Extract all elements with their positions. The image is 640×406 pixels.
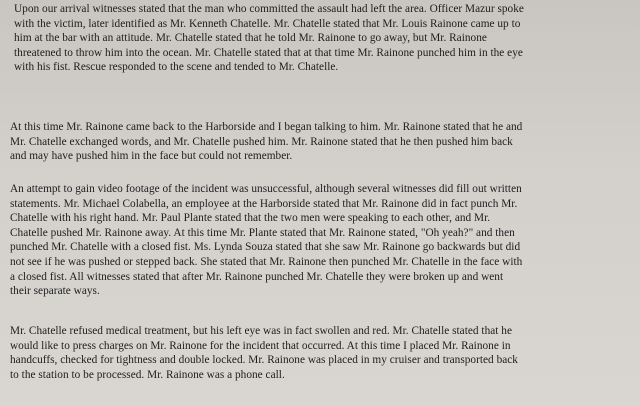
text-line: threatened to throw him into the ocean. Mr. Chatelle stated that at that time Mr. Rainone punched him in the eye xyxy=(14,46,523,59)
text-line: Upon our arrival witnesses stated that the man who committed the assault had left the area. Officer Mazur spoke xyxy=(14,3,524,15)
text-line: handcuffs, checked for tightness and double locked. Mr. Rainone was placed in my cruiser and transported back xyxy=(10,354,518,367)
text-line: Chatelle with his right hand. Mr. Paul Plante stated that the two men were speaking to each other, and Mr. xyxy=(10,212,491,225)
text-line: At this time Mr. Rainone came back to the Harborside and I began talking to him. Mr. Rainone stated that he and xyxy=(10,121,523,133)
paragraph-rainone-statement xyxy=(10,120,632,164)
text-line: Mr. Chatelle refused medical treatment, but his left eye was in fact swollen and red. Mr. Chatelle stated that he xyxy=(10,325,512,337)
text-line: punched Mr. Chatelle with a closed fist. Ms. Lynda Souza stated that she saw Mr. Rainone go backwards but did xyxy=(10,241,521,254)
text-line: a closed fist. All witnesses stated that after Mr. Rainone punched Mr. Chatelle they were broken up and went xyxy=(10,270,504,283)
text-line: their separate ways. xyxy=(10,285,100,298)
text-line: An attempt to gain video footage of the incident was unsuccessful, although several witnesses did fill out written xyxy=(10,183,522,195)
paragraph-witness-statements xyxy=(10,182,632,299)
text-line: statements. Mr. Michael Colabella, an employee at the Harborside stated that Mr. Rainone did in fact punch Mr. xyxy=(10,197,518,210)
text-line: to the station to be processed. Mr. Rainone was a phone call. xyxy=(10,368,285,381)
text-line: Chatelle pushed Mr. Rainone away. At this time Mr. Plante stated that Mr. Rainone stated, "Oh yeah?" and then xyxy=(10,226,515,239)
text-line: with his fist. Rescue responded to the scene and tended to Mr. Chatelle. xyxy=(14,61,339,74)
text-line: him at the bar with an attitude. Mr. Chatelle stated that he told Mr. Rainone to go away, but Mr. Rainone xyxy=(14,32,487,45)
text-line: and may have pushed him in the face but could not remember. xyxy=(10,150,293,163)
text-line: Mr. Chatelle exchanged words, and Mr. Chatelle pushed him. Mr. Rainone stated that he then pushed him back xyxy=(10,135,513,148)
text-line: would like to press charges on Mr. Rainone for the incident that occurred. At this time I placed Mr. Rainone in xyxy=(10,339,511,352)
paragraph-arrival xyxy=(14,2,632,75)
text-line: with the victim, later identified as Mr. Kenneth Chatelle. Mr. Chatelle stated that Mr. Louis Rainone came up to xyxy=(14,17,521,30)
text-line: not see if he was pushed or stepped back. She stated that Mr. Rainone then punched Mr. Chatelle in the face with xyxy=(10,255,523,268)
paragraph-arrest xyxy=(10,324,632,382)
